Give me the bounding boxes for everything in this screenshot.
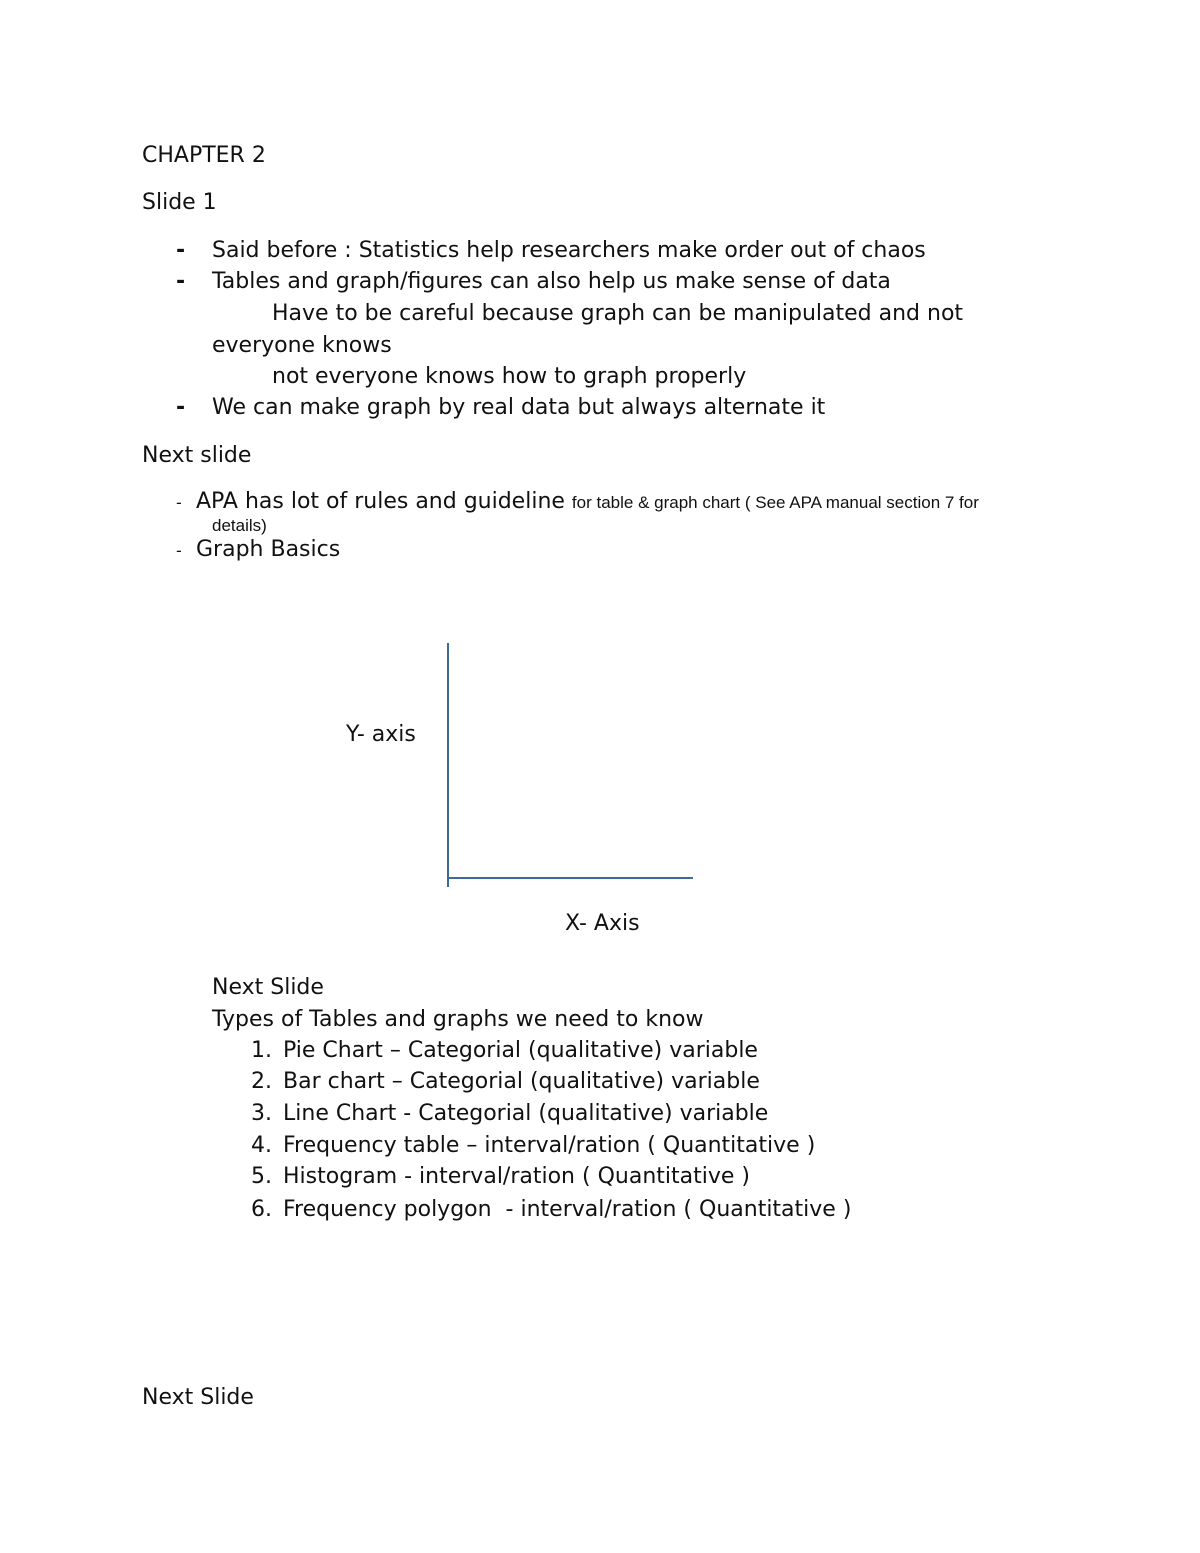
next-slide-heading: Next slide (142, 443, 252, 468)
y-axis-label: Y- axis (346, 722, 416, 747)
apa-bullet-small-cont: details) (212, 516, 267, 535)
list-item: Line Chart - Categorial (qualitative) variable (283, 1101, 769, 1126)
bullet-marker: - (176, 493, 182, 512)
slide1-bullet-1: Said before : Statistics help researchers make order out of chaos (212, 238, 926, 263)
bullet-marker: - (176, 238, 186, 263)
chapter-title: CHAPTER 2 (142, 143, 266, 168)
bullet-marker: - (176, 269, 186, 294)
list-item: Bar chart – Categorial (qualitative) variable (283, 1069, 760, 1094)
apa-bullet-small: for table & graph chart ( See APA manual section 7 for (571, 493, 979, 512)
bullet-marker: - (176, 395, 186, 420)
list-item: Frequency table – interval/ration ( Quantitative ) (283, 1133, 816, 1158)
x-axis-label: X- Axis (565, 911, 640, 936)
slide1-bullet-2: Tables and graph/figures can also help us make sense of data (212, 269, 891, 294)
list-item-number: 4. (251, 1133, 272, 1158)
list-item-number: 5. (251, 1164, 272, 1189)
x-axis-line (447, 877, 693, 879)
apa-bullet-main: APA has lot of rules and guideline (196, 489, 565, 514)
next-slide-3-heading: Next Slide (142, 1385, 254, 1410)
types-intro: Types of Tables and graphs we need to know (212, 1007, 704, 1032)
slide1-bullet-3: We can make graph by real data but always alternate it (212, 395, 826, 420)
slide1-sub-line-2: not everyone knows how to graph properly (272, 364, 747, 389)
list-item: Pie Chart – Categorial (qualitative) variable (283, 1038, 758, 1063)
bullet-marker: - (176, 541, 182, 560)
slide1-sub-line-1: Have to be careful because graph can be manipulated and not (272, 301, 964, 326)
list-item: Frequency polygon - interval/ration ( Quantitative ) (283, 1197, 852, 1222)
graph-basics-bullet: Graph Basics (196, 537, 341, 562)
list-item-number: 2. (251, 1069, 272, 1094)
apa-bullet (196, 491, 979, 513)
next-slide-2-heading: Next Slide (212, 975, 324, 1000)
slide1-sub-line-1-cont: everyone knows (212, 333, 392, 358)
list-item-number: 3. (251, 1101, 272, 1126)
slide1-heading: Slide 1 (142, 190, 217, 215)
list-item: Histogram - interval/ration ( Quantitative ) (283, 1164, 750, 1189)
list-item-number: 1. (251, 1038, 272, 1063)
list-item-number: 6. (251, 1197, 272, 1222)
y-axis-line (447, 643, 449, 887)
